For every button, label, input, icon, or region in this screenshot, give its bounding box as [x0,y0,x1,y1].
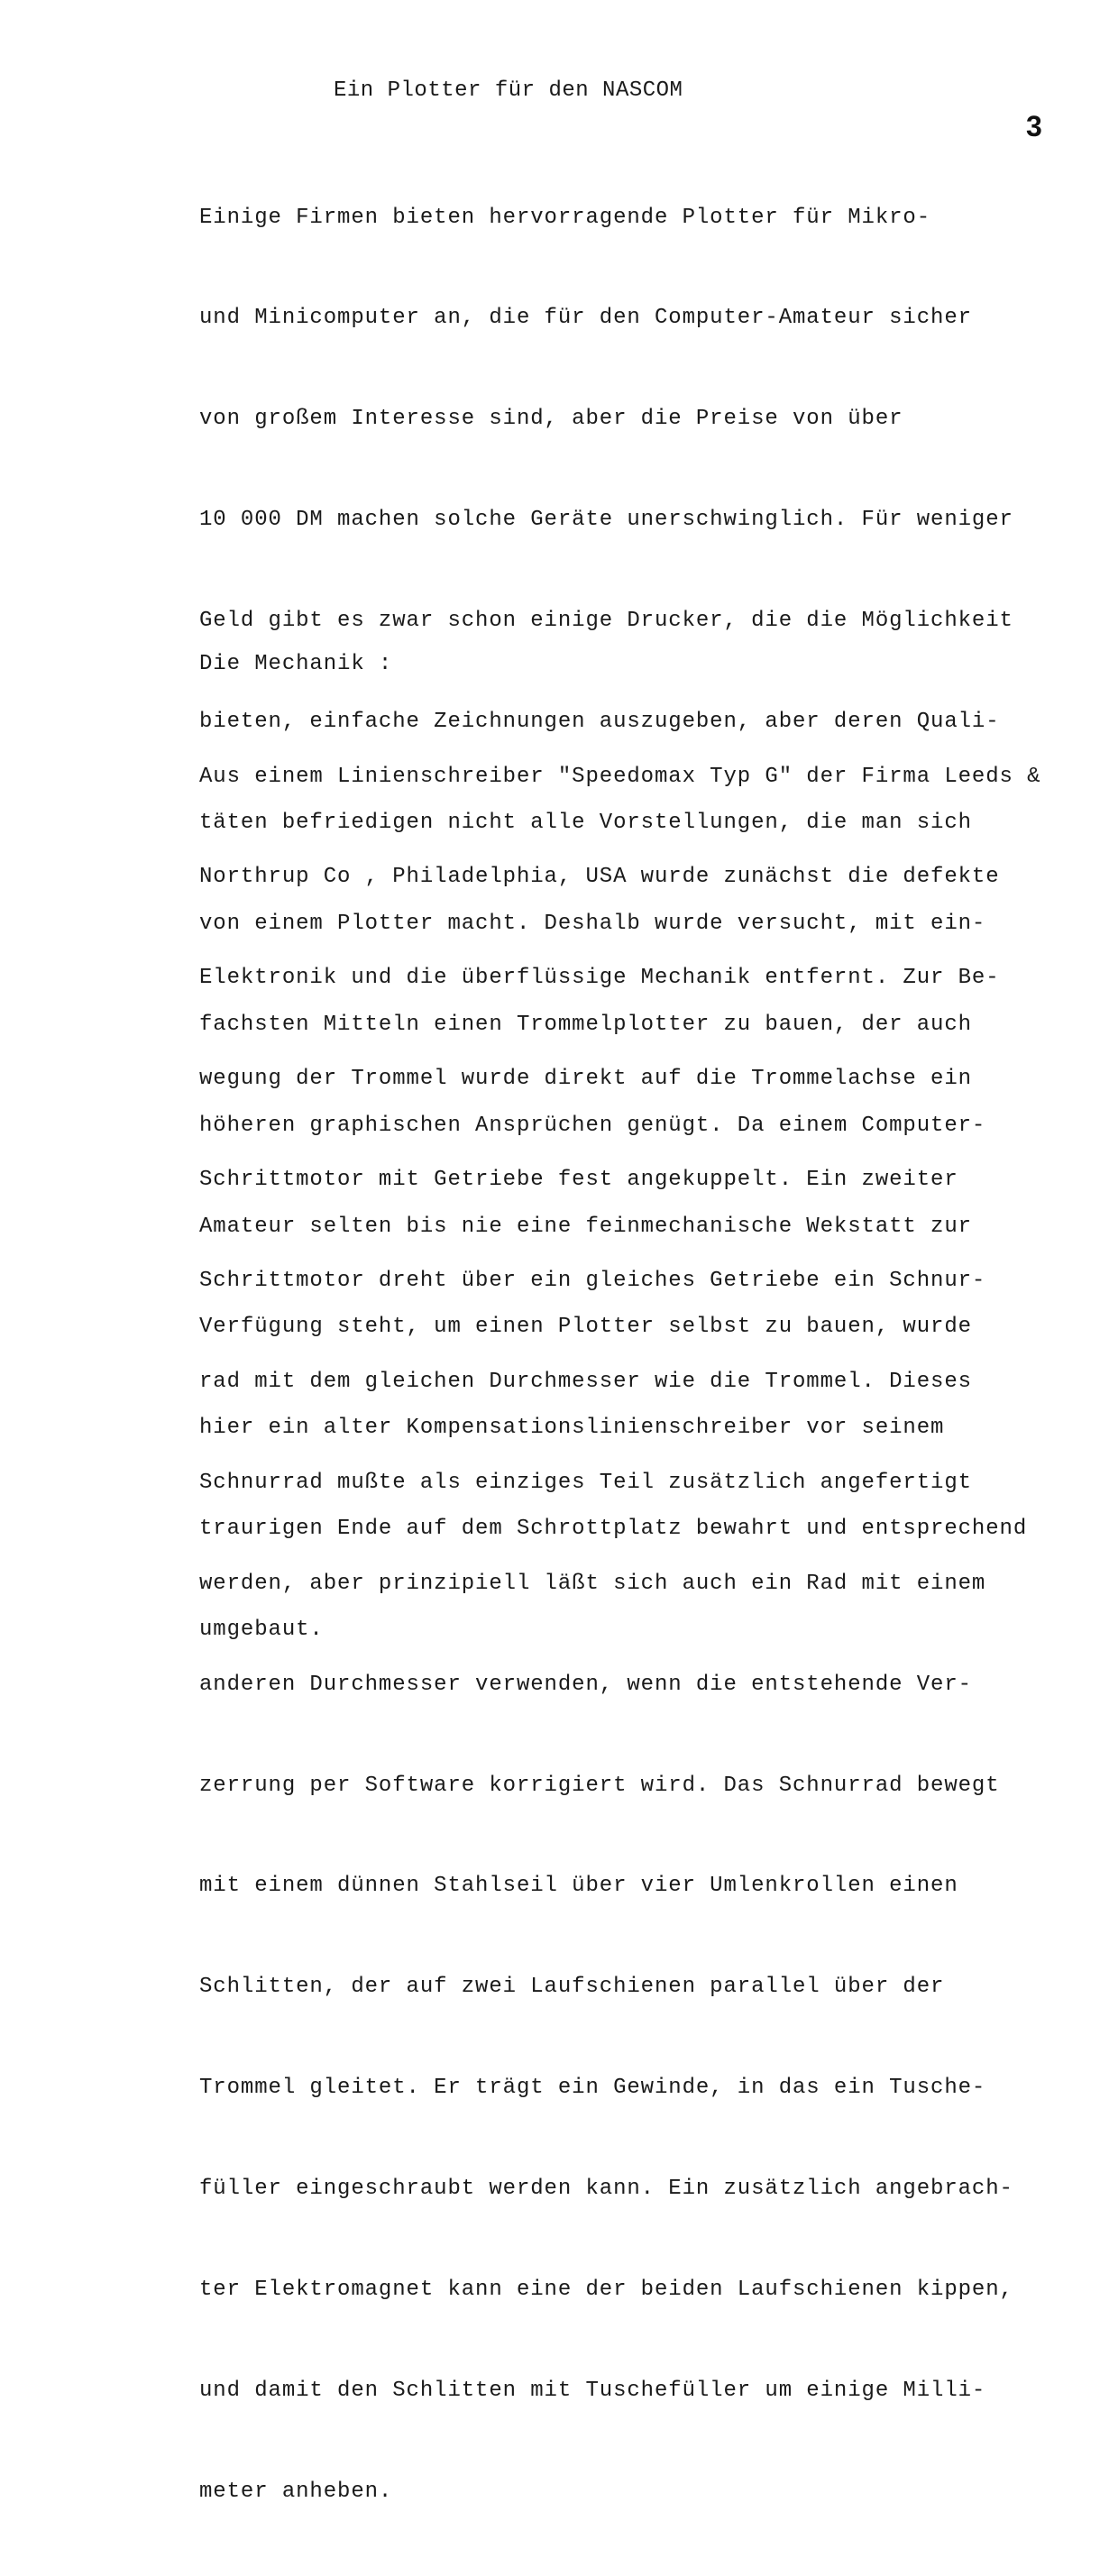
text-line: ter Elektromagnet kann eine der beiden Laufschienen kippen, [199,2277,1013,2302]
text-line: von einem Plotter macht. Deshalb wurde versucht, mit ein- [199,911,986,936]
text-line: Elektronik und die überflüssige Mechanik entfernt. Zur Be- [199,966,1000,991]
text-line: Northrup Co , Philadelphia, USA wurde zunächst die defekte [199,865,1000,890]
text-line: Amateur selten bis nie eine feinmechanische Wekstatt zur [199,1214,972,1239]
text-line: höheren graphischen Ansprüchen genügt. Da einem Computer- [199,1113,986,1138]
text-line: rad mit dem gleichen Durchmesser wie die Trommel. Dieses [199,1369,972,1394]
text-line: Schrittmotor dreht über ein gleiches Getriebe ein Schnur- [199,1269,986,1294]
text-line: Verfügung steht, um einen Plotter selbst zu bauen, wurde [199,1315,972,1340]
text-line: füller eingeschraubt werden kann. Ein zusätzlich angebrach- [199,2177,1013,2202]
text-line: täten befriedigen nicht alle Vorstellungen, die man sich [199,810,972,835]
text-line: Schlitten, der auf zwei Laufschienen parallel über der [199,1975,945,2000]
text-line: Trommel gleitet. Er trägt ein Gewinde, in das ein Tusche- [199,2076,986,2101]
text-line: Schnurrad mußte als einziges Teil zusätzlich angefertigt [199,1470,972,1495]
text-line: wegung der Trommel wurde direkt auf die Trommelachse ein [199,1067,972,1092]
text-line: 10 000 DM machen solche Geräte unerschwinglich. Für weniger [199,508,1013,533]
text-line: zerrung per Software korrigiert wird. Das Schnurrad bewegt [199,1773,1000,1798]
text-line: Einige Firmen bieten hervorragende Plotter für Mikro- [199,205,931,230]
text-line: und damit den Schlitten mit Tuschefüller um einige Milli- [199,2378,986,2403]
text-line: und Minicomputer an, die für den Computer-Amateur sicher [199,306,972,331]
page-number: 3 [1026,110,1042,142]
text-line: traurigen Ende auf dem Schrottplatz bewahrt und entsprechend [199,1517,1028,1542]
section-heading: Die Mechanik : [199,652,393,676]
document-title: Ein Plotter für den NASCOM [334,78,683,103]
text-line: von großem Interesse sind, aber die Preise von über [199,407,903,432]
text-line: Geld gibt es zwar schon einige Drucker, die die Möglichkeit [199,609,1013,634]
text-line: meter anheben. [199,2479,393,2504]
text-line: Schrittmotor mit Getriebe fest angekuppelt. Ein zweiter [199,1168,958,1193]
paragraph-mechanik [199,692,1101,2576]
text-line: anderen Durchmesser verwenden, wenn die entstehende Ver- [199,1672,972,1697]
text-line: hier ein alter Kompensationslinienschreiber vor seinem [199,1416,945,1441]
text-line: fachsten Mitteln einen Trommelplotter zu bauen, der auch [199,1012,972,1037]
text-line: mit einem dünnen Stahlseil über vier Umlenkrollen einen [199,1874,958,1899]
text-line: bieten, einfache Zeichnungen auszugeben, aber deren Quali- [199,710,1000,735]
text-line: umgebaut. [199,1618,324,1643]
text-line: Aus einem Linienschreiber "Speedomax Typ G" der Firma Leeds & [199,764,1041,789]
text-line: werden, aber prinzipiell läßt sich auch ein Rad mit einem [199,1571,986,1596]
